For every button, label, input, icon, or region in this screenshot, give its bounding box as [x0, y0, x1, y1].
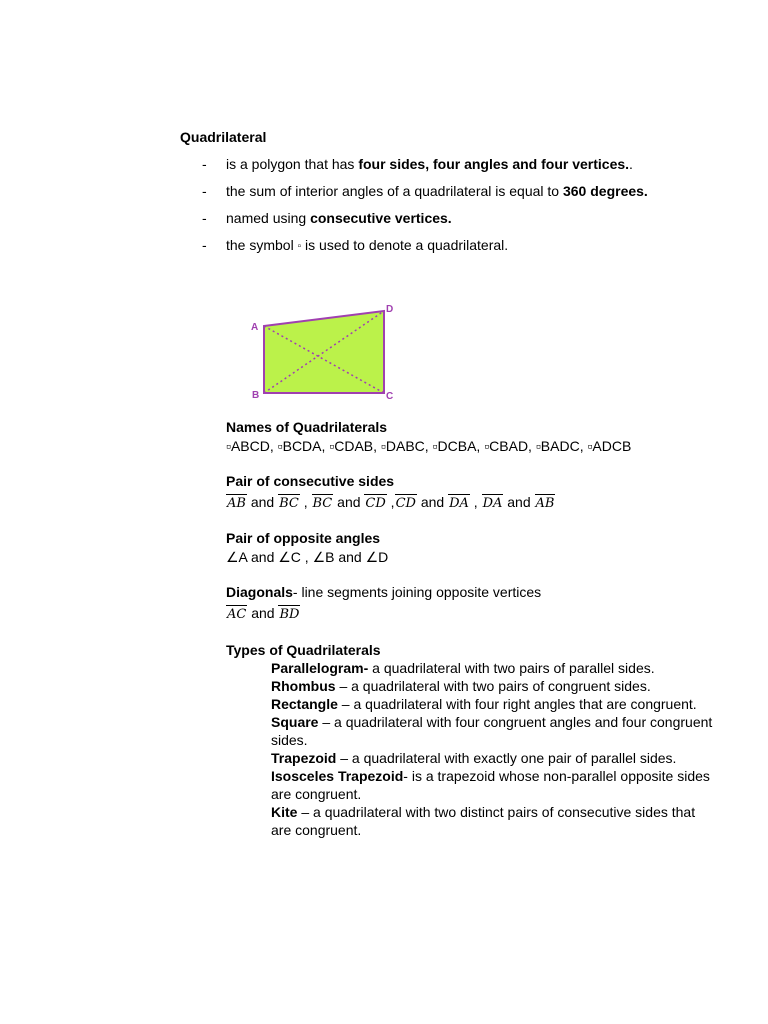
type-name: Rhombus [271, 678, 336, 694]
type-item [271, 767, 716, 803]
type-item [271, 677, 716, 695]
names-section [226, 418, 631, 456]
text-run: and [333, 494, 365, 510]
opposite-angles-values: ∠A and ∠C , ∠B and ∠D [226, 549, 389, 565]
type-item [271, 659, 716, 677]
types-section [226, 641, 716, 839]
quadrilateral-figure [248, 296, 408, 404]
consecutive-sides-values [226, 491, 555, 513]
type-description: – a quadrilateral with four right angles that are congruent. [337, 696, 697, 712]
text-run: , [299, 494, 312, 510]
section-heading: Types of Quadrilaterals [226, 642, 381, 658]
type-description: a quadrilateral with two pairs of parallel sides. [368, 660, 655, 676]
consecutive-sides-section [226, 472, 555, 513]
definition-text [226, 183, 648, 200]
text-run: is a polygon that has [226, 156, 359, 172]
type-name: Square [271, 714, 319, 730]
segment-label: CD [395, 496, 416, 511]
text-run: , [386, 494, 395, 510]
vertex-label-c: C [386, 391, 394, 402]
segment-label: AB [227, 496, 246, 511]
type-description: – a quadrilateral with two pairs of congruent sides. [335, 678, 651, 694]
segment-label: DA [449, 496, 469, 511]
type-item [271, 749, 716, 767]
diagonals-values [226, 602, 541, 624]
segment-label: BC [312, 496, 333, 511]
type-description: - is a trapezoid whose non-parallel opposite sides are congruent. [271, 768, 710, 802]
type-description: – a quadrilateral with two distinct pairs of consecutive sides that are congruent. [271, 804, 696, 838]
segment-label: DA [482, 496, 503, 511]
bold-text: four sides, four angles and four vertices. [358, 156, 630, 172]
section-heading: Diagonals [226, 584, 293, 600]
text-run: and [416, 494, 449, 510]
dash-marker: - [202, 156, 207, 172]
text-run: . [629, 156, 633, 172]
definition-text [226, 156, 633, 173]
type-description: – a quadrilateral with four congruent angles and four congruent sides. [271, 714, 713, 748]
segment-label: CD [365, 496, 386, 511]
type-item [271, 695, 716, 713]
definition-text [226, 237, 508, 256]
dash-marker: - [202, 237, 207, 253]
segment-label: AB [535, 496, 555, 511]
text-run: , [469, 494, 482, 510]
vertex-label-d: D [386, 304, 394, 315]
diagonals-definition [226, 583, 541, 602]
diagonals-description: - line segments joining opposite vertices [292, 584, 542, 600]
dash-marker: - [202, 210, 207, 226]
square-symbol-icon: ▫ [297, 241, 302, 252]
bold-text: consecutive vertices. [310, 210, 452, 226]
text-run: and [246, 494, 279, 510]
text-run: and [503, 494, 535, 510]
bold-text: 360 degrees. [562, 183, 648, 199]
segment-label: BC [279, 496, 299, 511]
type-name: Kite [271, 804, 298, 820]
page-title: Quadrilateral [180, 129, 267, 145]
type-name: Parallelogram- [271, 660, 369, 676]
names-values: ▫ABCD, ▫BCDA, ▫CDAB, ▫DABC, ▫DCBA, ▫CBAD, ▫BADC, ▫ADCB [226, 438, 632, 454]
vertex-label-b: B [252, 390, 260, 401]
text-run: the sum of interior angles of a quadrilateral is equal to [226, 183, 563, 199]
type-name: Isosceles Trapezoid [271, 768, 404, 784]
text-run: and [247, 605, 279, 621]
segment-label: AC [227, 607, 247, 622]
section-heading: Pair of opposite angles [226, 530, 381, 546]
section-heading: Names of Quadrilaterals [226, 419, 388, 435]
types-list [226, 659, 716, 839]
type-name: Trapezoid [271, 750, 337, 766]
segment-label: BD [279, 607, 300, 622]
type-name: Rectangle [271, 696, 338, 712]
text-run: named using [226, 210, 311, 226]
section-heading: Pair of consecutive sides [226, 473, 395, 489]
type-item [271, 803, 716, 839]
vertex-label-a: A [251, 322, 259, 333]
type-item [271, 713, 716, 749]
text-run: is used to denote a quadrilateral. [301, 237, 509, 253]
definition-text [226, 210, 452, 227]
diagonals-section [226, 583, 541, 624]
dash-marker: - [202, 183, 207, 199]
text-run: the symbol [226, 237, 298, 253]
opposite-angles-section [226, 529, 388, 567]
type-description: – a quadrilateral with exactly one pair of parallel sides. [336, 750, 677, 766]
